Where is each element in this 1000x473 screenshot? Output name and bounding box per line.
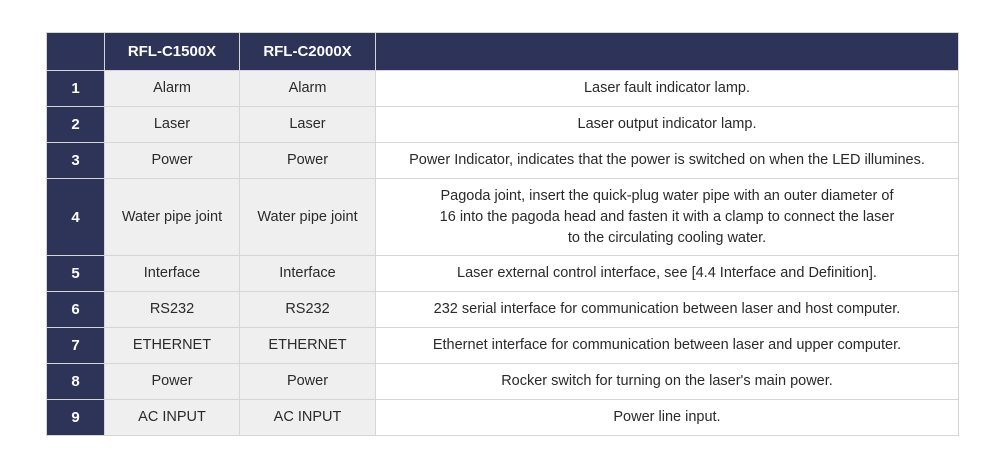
model-b-cell: Laser bbox=[240, 107, 376, 143]
row-number: 8 bbox=[47, 364, 105, 400]
model-b-cell: ETHERNET bbox=[240, 328, 376, 364]
header-model-a: RFL-C1500X bbox=[105, 33, 240, 71]
table-row bbox=[47, 143, 959, 179]
description-cell bbox=[376, 179, 959, 256]
table-row bbox=[47, 256, 959, 292]
table-row bbox=[47, 179, 959, 256]
model-a-cell: ETHERNET bbox=[105, 328, 240, 364]
description-cell: Ethernet interface for communication between laser and upper computer. bbox=[376, 328, 959, 364]
model-b-cell: Interface bbox=[240, 256, 376, 292]
description-cell: Power line input. bbox=[376, 400, 959, 436]
row-number: 6 bbox=[47, 292, 105, 328]
model-b-cell: Water pipe joint bbox=[240, 179, 376, 256]
model-a-cell: Laser bbox=[105, 107, 240, 143]
description-line: 16 into the pagoda head and fasten it with a clamp to connect the laser bbox=[439, 208, 895, 225]
model-a-cell: AC INPUT bbox=[105, 400, 240, 436]
header-row bbox=[47, 33, 959, 71]
description-cell: 232 serial interface for communication between laser and host computer. bbox=[376, 292, 959, 328]
model-b-cell: AC INPUT bbox=[240, 400, 376, 436]
row-number: 1 bbox=[47, 71, 105, 107]
row-number: 2 bbox=[47, 107, 105, 143]
row-number: 5 bbox=[47, 256, 105, 292]
model-b-cell: Alarm bbox=[240, 71, 376, 107]
model-b-cell: Power bbox=[240, 143, 376, 179]
table-row bbox=[47, 328, 959, 364]
description-cell: Laser fault indicator lamp. bbox=[376, 71, 959, 107]
model-a-cell: Alarm bbox=[105, 71, 240, 107]
row-number: 7 bbox=[47, 328, 105, 364]
model-a-cell: Interface bbox=[105, 256, 240, 292]
table-row bbox=[47, 364, 959, 400]
description-line: to the circulating cooling water. bbox=[567, 229, 767, 246]
table-row bbox=[47, 71, 959, 107]
row-number: 3 bbox=[47, 143, 105, 179]
model-b-cell: RS232 bbox=[240, 292, 376, 328]
header-model-b: RFL-C2000X bbox=[240, 33, 376, 71]
description-cell: Laser external control interface, see [4.4 Interface and Definition]. bbox=[376, 256, 959, 292]
model-a-cell: Power bbox=[105, 143, 240, 179]
model-b-cell: Power bbox=[240, 364, 376, 400]
header-num bbox=[47, 33, 105, 71]
row-number: 4 bbox=[47, 179, 105, 256]
description-line: Pagoda joint, insert the quick-plug water pipe with an outer diameter of bbox=[440, 187, 894, 204]
description-cell: Power Indicator, indicates that the power is switched on when the LED illumines. bbox=[376, 143, 959, 179]
model-a-cell: Power bbox=[105, 364, 240, 400]
description-cell: Rocker switch for turning on the laser's main power. bbox=[376, 364, 959, 400]
spec-table bbox=[46, 32, 959, 436]
description-cell: Laser output indicator lamp. bbox=[376, 107, 959, 143]
model-a-cell: RS232 bbox=[105, 292, 240, 328]
table-row bbox=[47, 400, 959, 436]
table-row bbox=[47, 292, 959, 328]
header-description bbox=[376, 33, 959, 71]
model-a-cell: Water pipe joint bbox=[105, 179, 240, 256]
row-number: 9 bbox=[47, 400, 105, 436]
table-row bbox=[47, 107, 959, 143]
